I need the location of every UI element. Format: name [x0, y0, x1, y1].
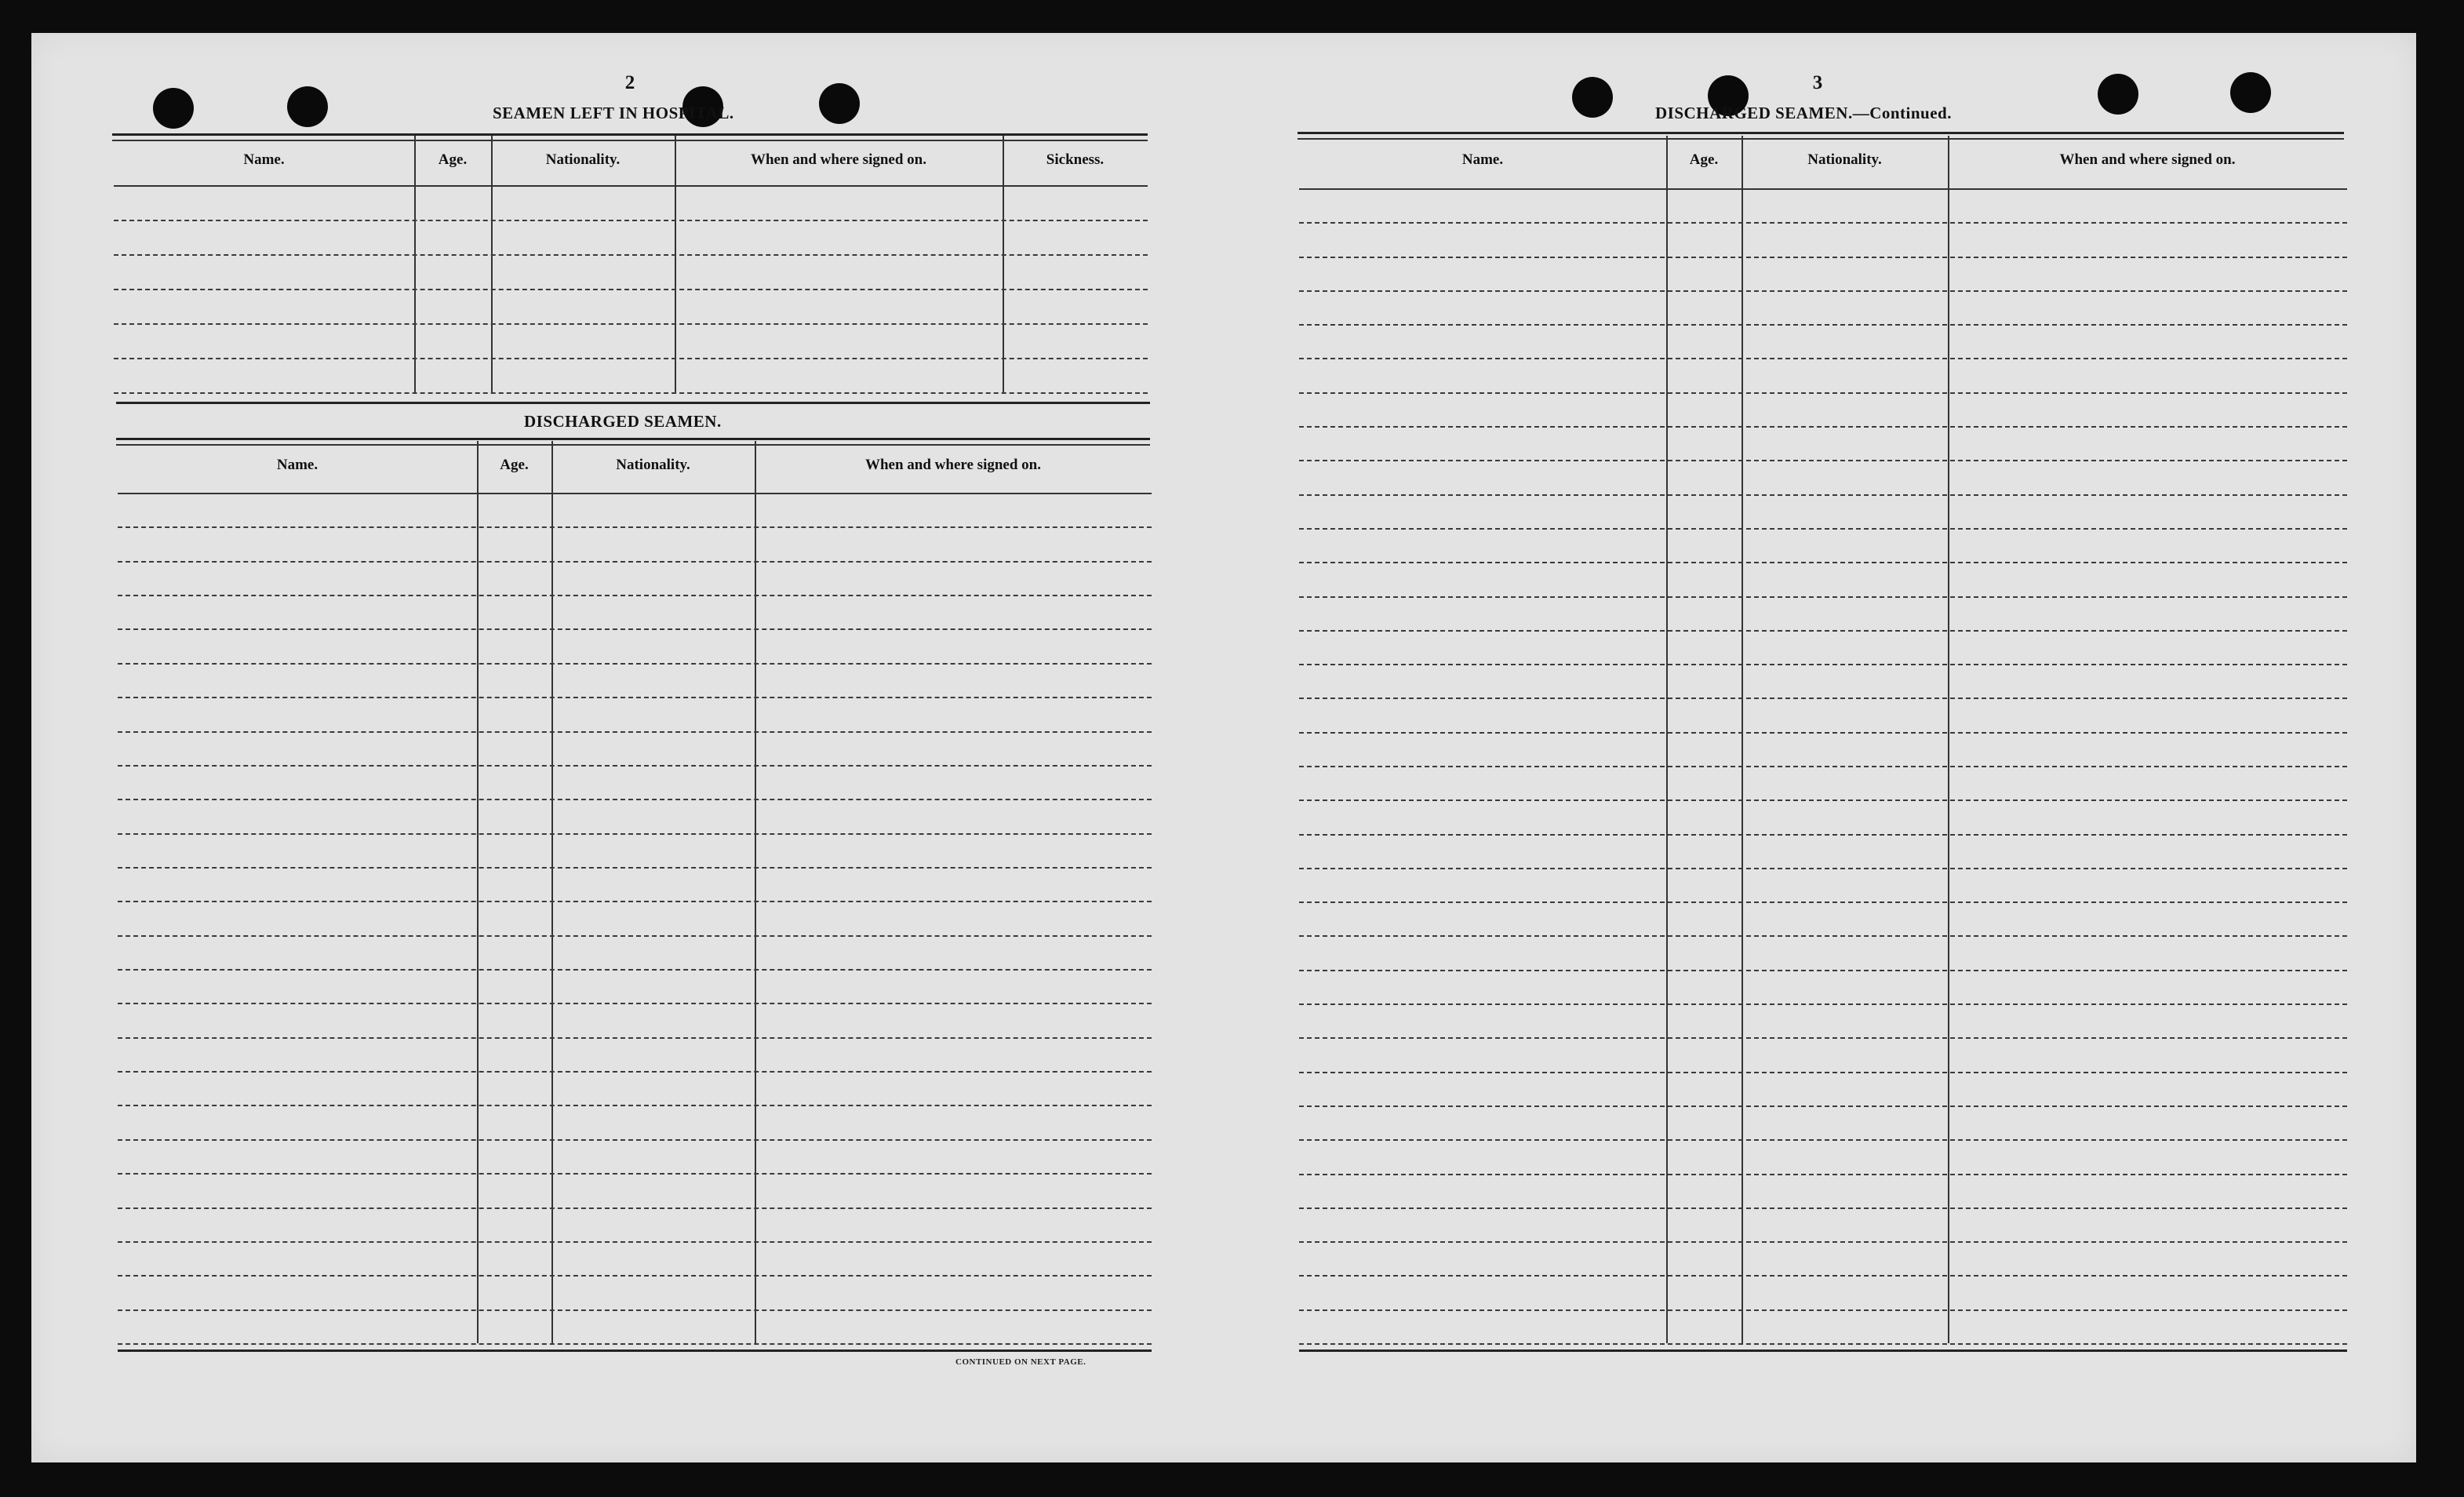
- punch-hole: [287, 86, 328, 127]
- column-header: Name.: [276, 457, 318, 473]
- column-header: Name.: [1461, 151, 1504, 168]
- rule: [116, 438, 1150, 440]
- entry-line: [118, 561, 1152, 563]
- entry-line: [118, 1105, 1152, 1106]
- punch-hole: [819, 83, 860, 124]
- entry-line: [1299, 1174, 2347, 1175]
- entry-line: [118, 1139, 1152, 1141]
- entry-line: [118, 867, 1152, 869]
- bottom-rule: [1299, 1349, 2347, 1352]
- entry-line: [1299, 358, 2347, 359]
- column-header: Sickness.: [1046, 151, 1105, 168]
- entry-line: [118, 1275, 1152, 1277]
- header-underline: [1299, 188, 2347, 190]
- entry-line: [1299, 1241, 2347, 1243]
- bottom-rule: [118, 1349, 1152, 1352]
- rule: [116, 444, 1150, 446]
- entry-line: [1299, 1343, 2347, 1345]
- page-number-right: 3: [1812, 72, 1823, 93]
- header-underline: [114, 185, 1148, 187]
- column-divider: [1948, 136, 1949, 1343]
- entry-line: [118, 1003, 1152, 1004]
- entry-line: [118, 765, 1152, 767]
- entry-line: [1299, 1275, 2347, 1277]
- column-divider: [1666, 136, 1668, 1343]
- column-header: Nationality.: [545, 151, 621, 168]
- entry-line: [1299, 698, 2347, 699]
- column-header: Nationality.: [1807, 151, 1882, 168]
- entry-line: [1299, 257, 2347, 258]
- column-header: When and where signed on.: [864, 457, 1041, 473]
- entry-line: [118, 1309, 1152, 1311]
- entry-line: [1299, 1072, 2347, 1073]
- entry-line: [1299, 426, 2347, 428]
- entry-line: [118, 663, 1152, 665]
- entry-line: [1299, 799, 2347, 801]
- entry-line: [1299, 732, 2347, 734]
- entry-line: [118, 1343, 1152, 1345]
- entry-line: [118, 1173, 1152, 1175]
- entry-line: [114, 358, 1148, 359]
- entry-line: [118, 833, 1152, 835]
- entry-line: [118, 935, 1152, 937]
- entry-line: [1299, 766, 2347, 767]
- punch-hole: [1572, 77, 1613, 118]
- entry-line: [118, 1207, 1152, 1209]
- rule: [112, 140, 1148, 141]
- column-divider: [1742, 136, 1743, 1343]
- entry-line: [1299, 1105, 2347, 1107]
- entry-line: [118, 697, 1152, 698]
- entry-line: [1299, 324, 2347, 326]
- entry-line: [1299, 596, 2347, 598]
- punch-hole: [153, 88, 194, 129]
- entry-line: [118, 628, 1152, 630]
- entry-line: [1299, 290, 2347, 292]
- column-header: Nationality.: [616, 457, 690, 473]
- entry-line: [1299, 562, 2347, 563]
- entry-line: [1299, 460, 2347, 461]
- discharged-continued-title: DISCHARGED SEAMEN.—Continued.: [1655, 104, 1952, 122]
- entry-line: [1299, 1003, 2347, 1005]
- column-header: Name.: [243, 151, 285, 168]
- column-divider: [1003, 136, 1004, 392]
- entry-line: [118, 1071, 1152, 1073]
- entry-line: [1299, 222, 2347, 224]
- entry-line: [114, 323, 1148, 325]
- hospital-section-title: SEAMEN LEFT IN HOSPITAL.: [493, 104, 734, 122]
- entry-line: [118, 526, 1152, 528]
- entry-line: [1299, 1207, 2347, 1209]
- entry-line: [114, 392, 1148, 394]
- entry-line: [1299, 868, 2347, 869]
- continued-note: CONTINUED ON NEXT PAGE.: [955, 1357, 1086, 1367]
- page-number-left: 2: [624, 72, 635, 93]
- entry-line: [1299, 1309, 2347, 1311]
- entry-line: [114, 254, 1148, 256]
- column-header: Age.: [438, 151, 468, 168]
- entry-line: [118, 901, 1152, 902]
- document-sheet: [31, 33, 2416, 1462]
- entry-line: [1299, 1037, 2347, 1039]
- entry-line: [118, 969, 1152, 971]
- column-header: Age.: [1689, 151, 1719, 168]
- column-header: When and where signed on.: [750, 151, 926, 168]
- entry-line: [118, 731, 1152, 733]
- column-header: Age.: [500, 457, 529, 473]
- entry-line: [1299, 494, 2347, 496]
- entry-line: [1299, 664, 2347, 665]
- column-header: When and where signed on.: [2059, 151, 2236, 168]
- entry-line: [114, 220, 1148, 221]
- entry-line: [1299, 1139, 2347, 1141]
- column-divider: [491, 136, 493, 392]
- punch-hole: [2230, 72, 2271, 113]
- entry-line: [114, 289, 1148, 290]
- entry-line: [118, 799, 1152, 800]
- entry-line: [1299, 528, 2347, 530]
- discharged-section-title: DISCHARGED SEAMEN.: [524, 412, 722, 431]
- entry-line: [118, 595, 1152, 596]
- punch-hole: [2098, 74, 2138, 115]
- column-divider: [675, 136, 676, 392]
- header-underline: [118, 493, 1152, 494]
- rule: [1298, 138, 2344, 140]
- rule: [1298, 132, 2344, 134]
- entry-line: [1299, 834, 2347, 836]
- entry-line: [118, 1037, 1152, 1039]
- entry-line: [1299, 970, 2347, 971]
- entry-line: [1299, 630, 2347, 632]
- rule: [112, 133, 1148, 136]
- rule: [116, 402, 1150, 404]
- column-divider: [414, 136, 416, 392]
- entry-line: [1299, 901, 2347, 903]
- entry-line: [1299, 935, 2347, 937]
- entry-line: [1299, 392, 2347, 394]
- entry-line: [118, 1241, 1152, 1243]
